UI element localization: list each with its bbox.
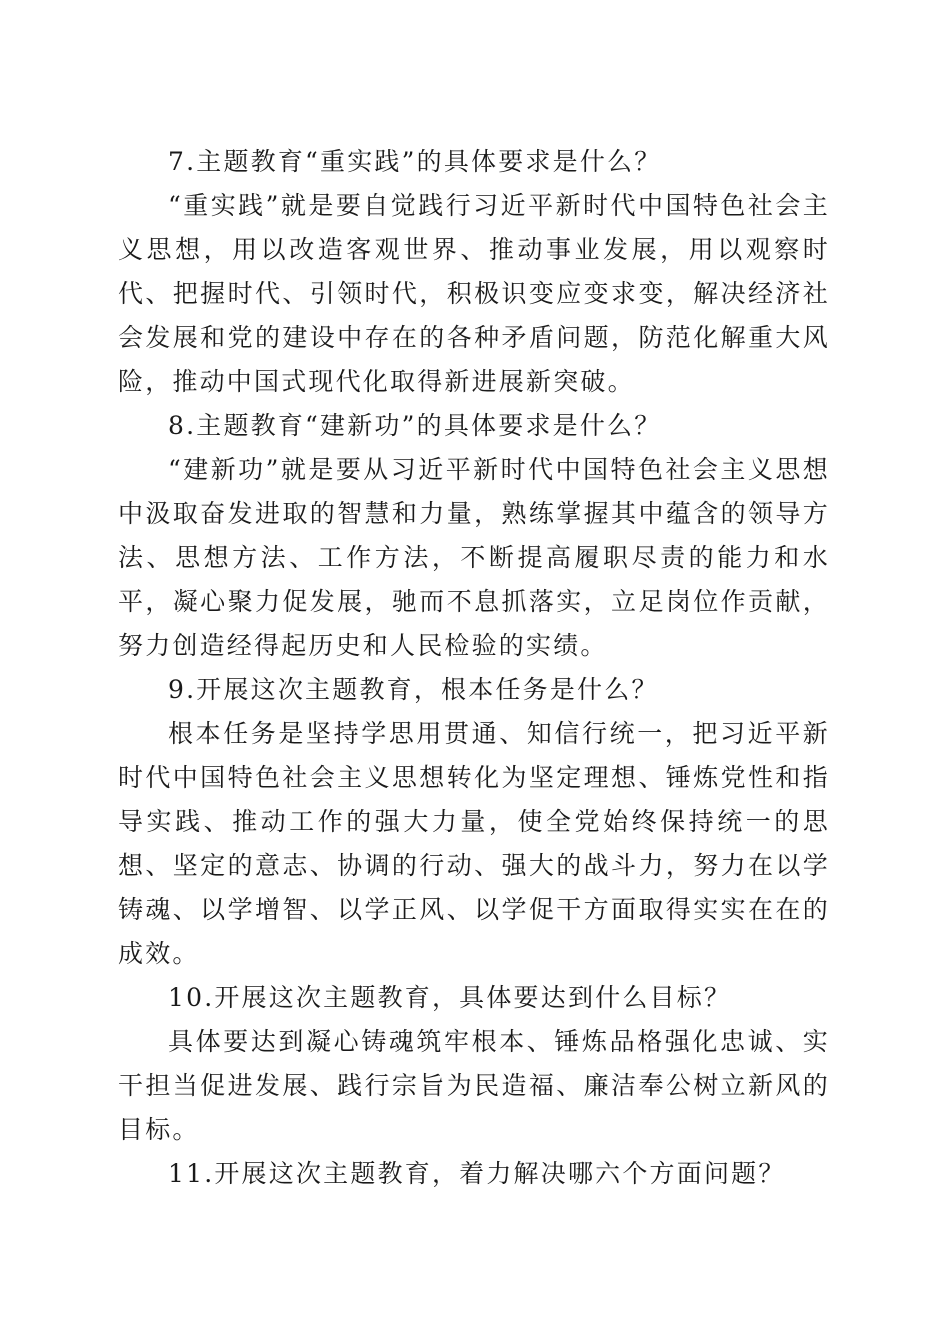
answer-10: 具体要达到凝心铸魂筑牢根本、锤炼品格强化忠诚、实干担当促进发展、践行宗旨为民造福、廉洁奉公树立新风的目标。 — [118, 1027, 830, 1144]
question-7: 7.主题教育“重实践”的具体要求是什么？ — [168, 147, 662, 176]
question-11: 11.开展这次主题教育，着力解决哪六个方面问题？ — [168, 1159, 786, 1188]
answer-9: 根本任务是坚持学思用贯通、知信行统一，把习近平新时代中国特色社会主义思想转化为坚定理想、锤炼党性和指导实践、推动工作的强大力量，使全党始终保持统一的思想、坚定的意志、协调的行动、强大的战斗力，努力在以学铸魂、以学增智、以学正风、以学促干方面取得实实在在的成效。 — [118, 719, 830, 968]
answer-8: “建新功”就是要从习近平新时代中国特色社会主义思想中汲取奋发进取的智慧和力量，熟练掌握其中蕴含的领导方法、思想方法、工作方法，不断提高履职尽责的能力和水平，凝心聚力促发展，驰而不息抓落实，立足岗位作贡献，努力创造经得起历史和人民检验的实绩。 — [118, 455, 830, 660]
document-body — [118, 140, 830, 1196]
question-8: 8.主题教育“建新功”的具体要求是什么？ — [168, 411, 662, 440]
question-10: 10.开展这次主题教育，具体要达到什么目标？ — [168, 983, 732, 1012]
question-9: 9.开展这次主题教育，根本任务是什么？ — [168, 675, 659, 704]
answer-7: “重实践”就是要自觉践行习近平新时代中国特色社会主义思想，用以改造客观世界、推动事业发展，用以观察时代、把握时代、引领时代，积极识变应变求变，解决经济社会发展和党的建设中存在的各种矛盾问题，防范化解重大风险，推动中国式现代化取得新进展新突破。 — [118, 191, 830, 396]
